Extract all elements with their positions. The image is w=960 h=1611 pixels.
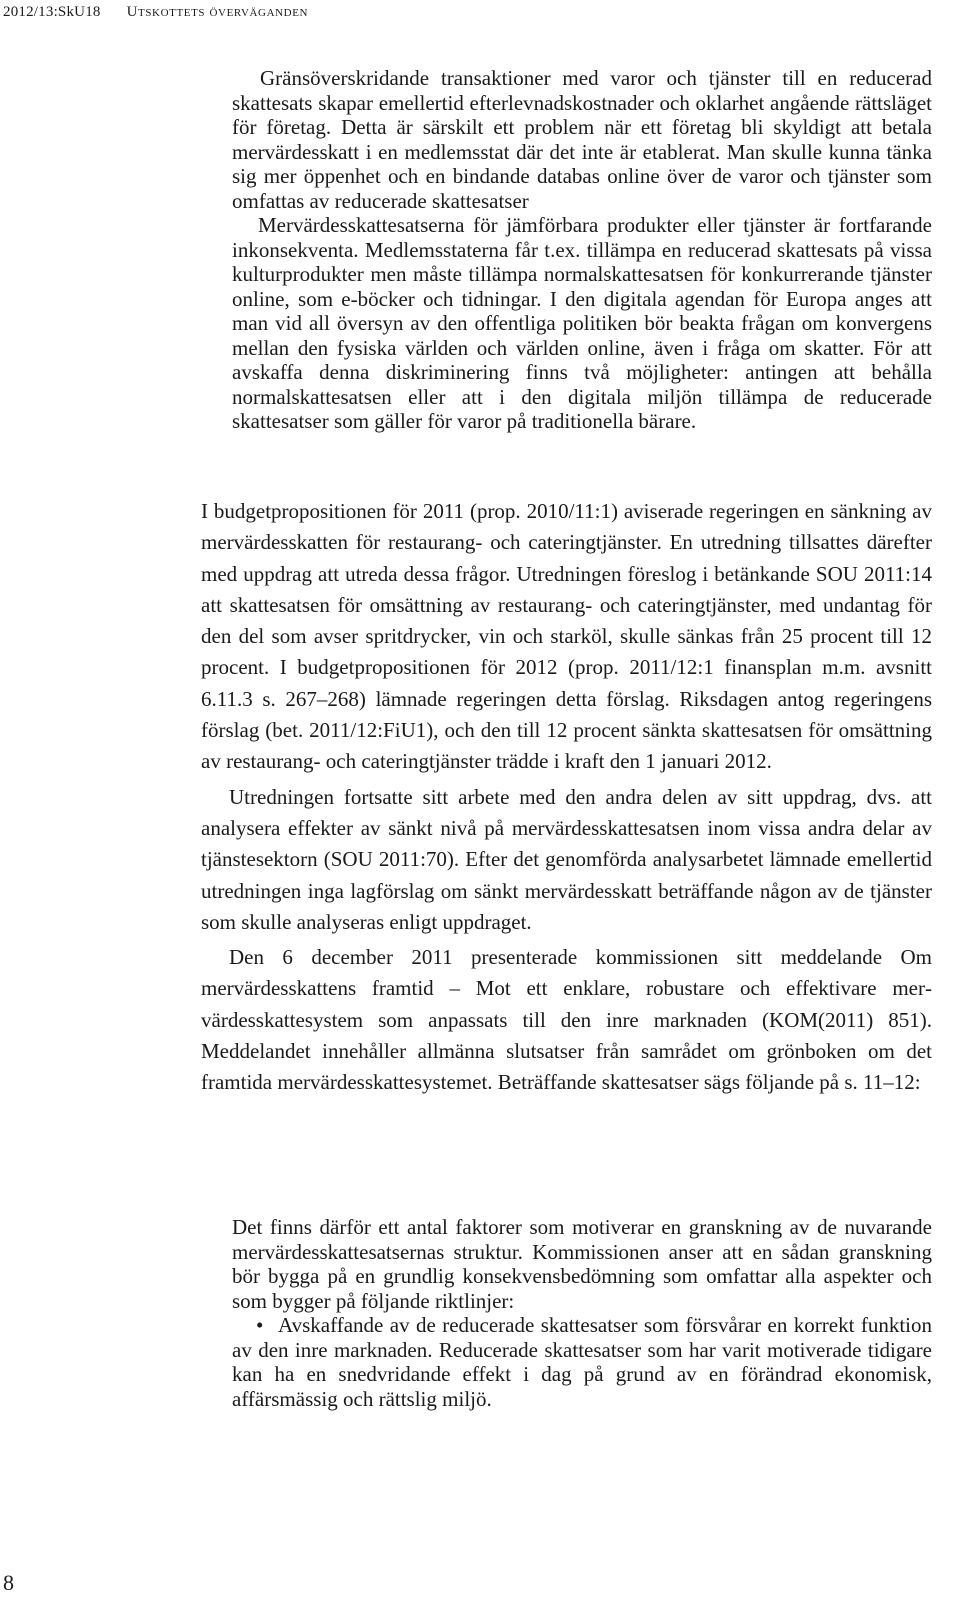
bullet-marker: • xyxy=(256,1313,264,1337)
page-number: 8 xyxy=(3,1570,14,1595)
section-title: Utskottets överväganden xyxy=(126,4,309,20)
quote1-paragraph-1: Gränsöverskridande transaktioner med varor och tjänster till en reducerad skattesats skapar emellertid efterlevnadskostnader och oklarhet angående rättsläget för företag. Detta är särskilt ett problem när ett företag bli skyldigt att betala mervärdesskatt i en medlemsstat där det inte är etablerat. Man skulle kunna tänka sig mer öppenhet och en bindande databas online över de varor och tjänster som omfattas av reducerade skattesatser xyxy=(232,66,932,213)
quote1-paragraph-2: Mervärdesskattesatserna för jämförbara produkter eller tjänster är fortfarande inkonsekventa. Medlemsstaterna får t.ex. tillämpa en reducerad skattesats på vissa kulturprodukter men måste tillämpa normalskattesatsen för konkurrerande tjänster online, som e-böcker och tidningar. I den digitala agendan för Europa anges att man vid all översyn av den offentliga politiken bör beakta frågan om konvergens mellan den fysiska världen och världen online, även i fråga om skatter. För att avskaffa denna diskriminering finns två möjligheter: antingen att behålla normalskattesatsen eller att i den digitala miljön tillämpa de reducerade skattesatser som gäller för varor på traditionella bärare. xyxy=(232,213,932,433)
quote2-paragraph-1: Det finns därför ett antal faktorer som motiverar en granskning av de nuvarande mervärdesskattesatsernas struktur. Kommissionen anser att en sådan granskning bör bygga på en grundlig konsekvensbedömning som omfattar alla aspekter och som bygger på följande riktlinjer: xyxy=(232,1215,932,1313)
main-text xyxy=(201,496,932,1099)
quoted-passage-2 xyxy=(232,1215,932,1411)
bullet-text: Avskaffande av de reducerade skattesatser som försvårar en korrekt funktion av den inre marknaden. Reducerade skattesatser som har varit motiverade tidigare kan ha en snedvridande effekt i dag på grund av en förändrad ekonomisk, affärsmässig och rättslig miljö. xyxy=(232,1313,932,1411)
document-id: 2012/13:SkU18 xyxy=(3,4,101,20)
quoted-passage-1 xyxy=(232,66,932,434)
bullet-list-item xyxy=(232,1313,932,1411)
main-paragraph-1: I budgetpropositionen för 2011 (prop. 2010/11:1) aviserade regeringen en sänkning av mervärdesskatten för restaurang- och cateringtjänster. En utredning tillsattes därefter med uppdrag att utreda dessa frågor. Utredningen föreslog i betänkande SOU 2011:14 att skattesatsen för omsättning av restaurang- och cateringtjänster, med undantag för den del som avser spritdrycker, vin och starköl, skulle sänkas från 25 procent till 12 procent. I budgetpropositionen för 2012 (prop. 2011/12:1 finansplan m.m. avsnitt 6.11.3 s. 267–268) lämnade regeringen detta förslag. Riksdagen antog regeringens förslag (bet. 2011/12:FiU1), och den till 12 procent sänkta skattesatsen för omsättning av restaurang- och cateringtjänster trädde i kraft den 1 januari 2012. xyxy=(201,499,932,774)
running-header xyxy=(3,4,308,21)
main-paragraph-3: Den 6 december 2011 presenterade kommissionen sitt meddelande Om mervärdesskattens framtid – Mot ett enklare, robustare och effektivare mervärdesskattesystem som anpassats till den inre marknaden (KOM(2011) 851). Meddelandet innehåller allmänna slutsatser från samrådet om grönboken om det framtida mervärdesskattesystemet. Beträffande skattesatser sägs följande på s. 11–12: xyxy=(201,945,932,1095)
main-paragraph-2: Utredningen fortsatte sitt arbete med den andra delen av sitt uppdrag, dvs. att analysera effekter av sänkt nivå på mervärdesskattesatsen inom vissa andra delar av tjänstesektorn (SOU 2011:70). Efter det genomförda analysarbetet lämnade emellertid utredningen inga lagförslag om sänkt mervärdesskatt beträffande någon av de tjänster som skulle analyseras enligt uppdraget. xyxy=(201,784,932,934)
